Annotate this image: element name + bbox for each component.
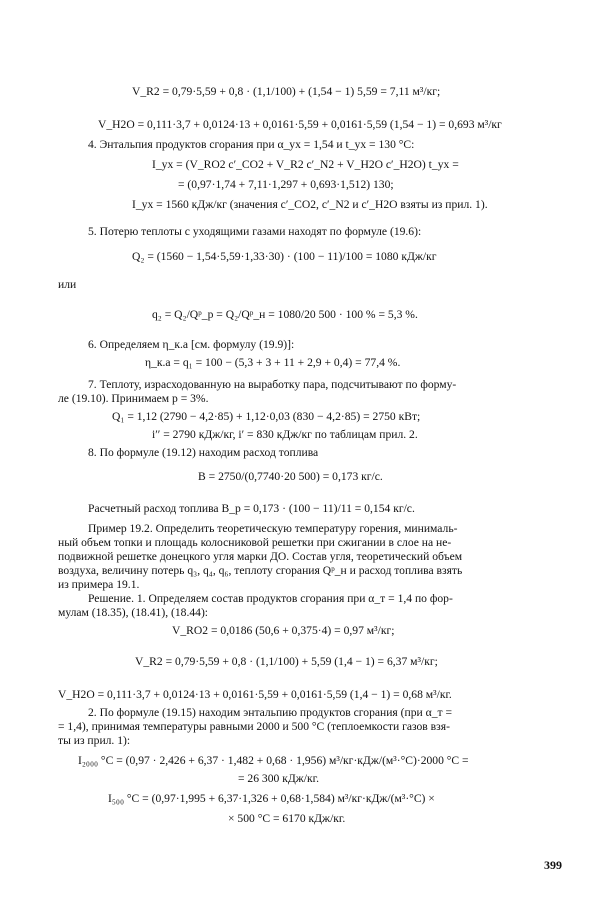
text-line: I_ух = (V_RO2 c′_CO2 + V_R2 c′_N2 + V_H2O c′_H2O) t_ух = <box>152 158 459 171</box>
text-line: = 1,4), принимая температуры равными 2000 и 500 °С (теплоемкости газов взя- <box>58 720 450 733</box>
text-line: I₅₀₀ °С = (0,97·1,995 + 6,37·1,326 + 0,68·1,584) м³/кг·кДж/(м³·°С) × <box>108 792 435 805</box>
text-line: V_R2 = 0,79·5,59 + 0,8 · (1,1/100) + 5,59 (1,4 − 1) = 6,37 м³/кг; <box>135 655 438 668</box>
text-line: Пример 19.2. Определить теоретическую температуру горения, минималь- <box>88 522 458 535</box>
text-line: мулам (18.35), (18.41), (18.44): <box>58 606 209 619</box>
text-line: I_ух = 1560 кДж/кг (значения c′_CO2, c′_N2 и c′_H2O взяты из прил. 1). <box>132 198 488 211</box>
page-number: 399 <box>544 858 562 872</box>
text-line: Расчетный расход топлива B_р = 0,173 · (100 − 11)/11 = 0,154 кг/с. <box>88 502 415 515</box>
text-line: V_R2 = 0,79·5,59 + 0,8 · (1,1/100) + (1,54 − 1) 5,59 = 7,11 м³/кг; <box>132 85 441 98</box>
text-line: 7. Теплоту, израсходованную на выработку пара, подсчитывают по форму- <box>88 378 457 391</box>
text-line: η_к.а = q₁ = 100 − (5,3 + 3 + 11 + 2,9 + 0,4) = 77,4 %. <box>145 356 401 369</box>
text-line: i′′ = 2790 кДж/кг, i′ = 830 кДж/кг по таблицам прил. 2. <box>152 428 418 441</box>
text-line: из примера 19.1. <box>58 578 140 591</box>
text-line: ты из прил. 1): <box>58 734 131 747</box>
text-line: 2. По формуле (19.15) находим энтальпию продуктов сгорания (при α_т = <box>88 706 452 719</box>
text-line: = 26 300 кДж/кг. <box>238 772 319 785</box>
text-line: 4. Энтальпия продуктов сгорания при α_ух = 1,54 и t_ух = 130 °С: <box>88 138 415 151</box>
text-line: 6. Определяем η_к.а [см. формулу (19.9)]: <box>88 338 295 351</box>
text-line: V_H2O = 0,111·3,7 + 0,0124·13 + 0,0161·5,59 + 0,0161·5,59 (1,54 − 1) = 0,693 м³/кг <box>98 118 502 131</box>
text-line: ле (19.10). Принимаем p = 3%. <box>58 392 209 405</box>
text-line: ный объем топки и площадь колосниковой решетки при сжигании в слое на не- <box>58 536 452 549</box>
text-line: подвижной решетке донецкого угля марки ДО. Состав угля, теоретический объем <box>58 550 463 563</box>
text-line: 5. Потерю теплоты с уходящими газами находят по формуле (19.6): <box>88 225 422 238</box>
text-line: B = 2750/(0,7740·20 500) = 0,173 кг/с. <box>198 470 383 483</box>
text-line: воздуха, величину потерь q₃, q₄, q₆, теплоту сгорания Qᵖ_н и расход топлива взять <box>58 564 463 577</box>
text-line: Q₁ = 1,12 (2790 − 4,2·85) + 1,12·0,03 (830 − 4,2·85) = 2750 кВт; <box>112 410 421 423</box>
text-line: 8. По формуле (19.12) находим расход топлива <box>88 446 319 459</box>
text-line: Q₂ = (1560 − 1,54·5,59·1,33·30) · (100 − 11)/100 = 1080 кДж/кг <box>132 250 437 263</box>
text-line: = (0,97·1,74 + 7,11·1,297 + 0,693·1,512) 130; <box>178 178 394 191</box>
text-line: V_H2O = 0,111·3,7 + 0,0124·13 + 0,0161·5,59 + 0,0161·5,59 (1,4 − 1) = 0,68 м³/кг. <box>58 688 452 701</box>
text-line: Решение. 1. Определяем состав продуктов сгорания при α_т = 1,4 по фор- <box>88 592 453 605</box>
text-line: q₂ = Q₂/Qᵖ_р = Q₂/Qᵖ_н = 1080/20 500 · 100 % = 5,3 %. <box>152 308 418 321</box>
text-line: V_RO2 = 0,0186 (50,6 + 0,375·4) = 0,97 м³/кг; <box>172 624 395 637</box>
text-line: или <box>58 278 77 291</box>
text-line: × 500 °С = 6170 кДж/кг. <box>228 812 346 825</box>
text-line: I₂₀₀₀ °С = (0,97 · 2,426 + 6,37 · 1,482 + 0,68 · 1,956) м³/кг·кДж/(м³·°С)·2000 °С = <box>78 754 469 767</box>
